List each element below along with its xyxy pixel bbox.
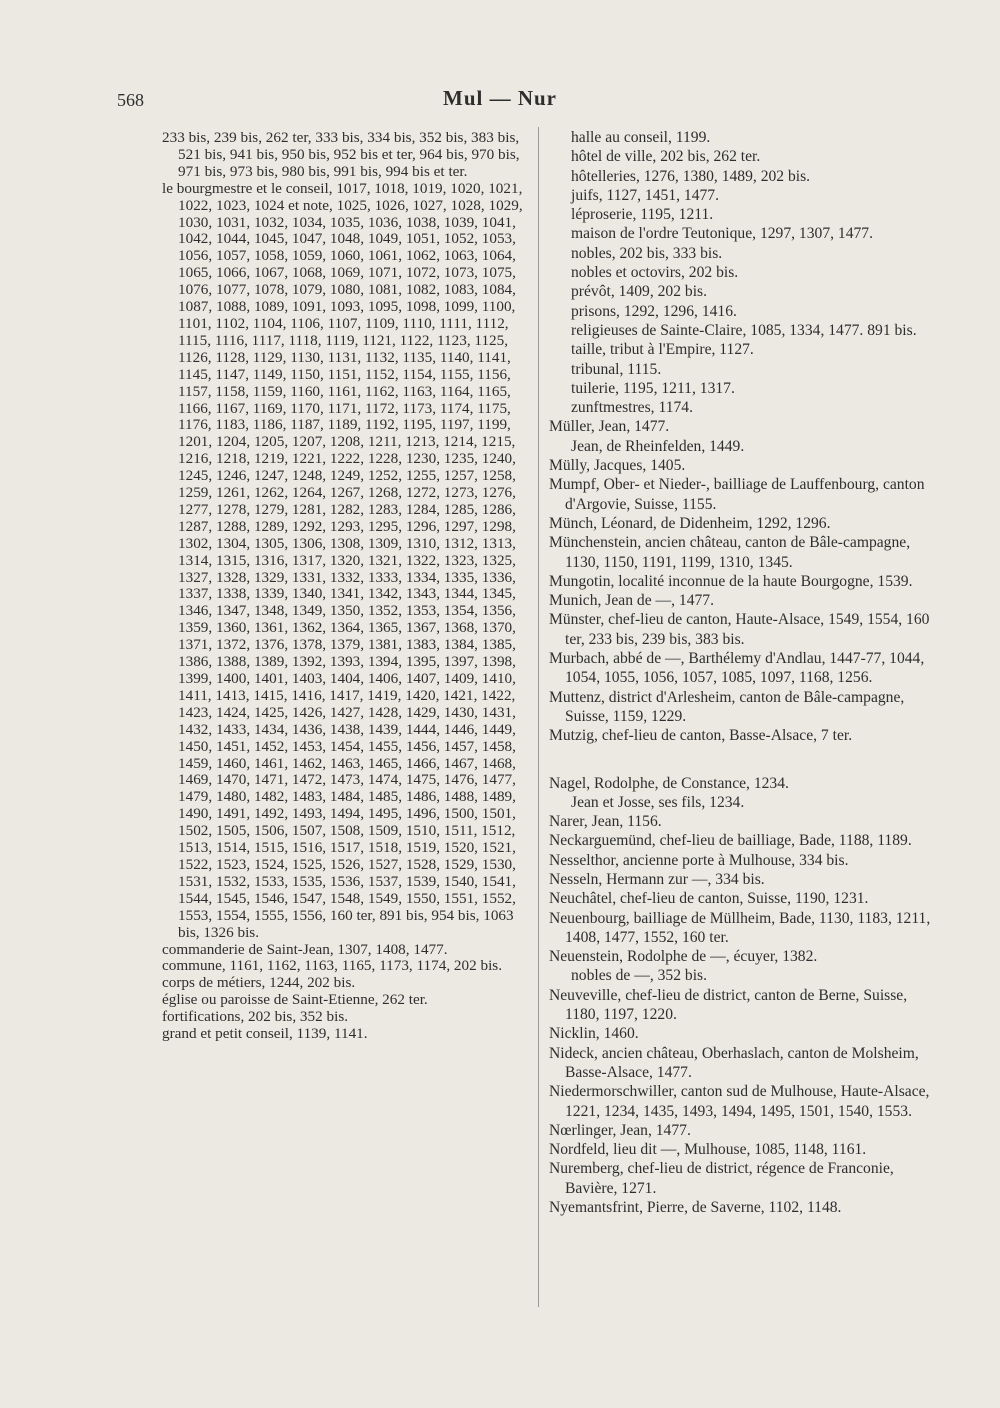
index-entry: Munich, Jean de —, 1477.: [549, 592, 715, 610]
index-entry: Murbach, abbé de —, Barthélemy d'Andlau, 1447-77, 1044, 1054, 1055, 1056, 1057, 1085, 1097, 1168, 1256.: [549, 650, 925, 687]
index-entry: Nesselthor, ancienne porte à Mulhouse, 334 bis.: [549, 851, 849, 869]
index-entry: 233 bis, 239 bis, 262 ter, 333 bis, 334 bis, 352 bis, 383 bis, 521 bis, 941 bis, 950 bis, 952 bis et ter, 964 bis, 970 bis, 971 bis, 973 bis, 980 bis, 991 bis, 994 bis et ter.: [162, 129, 520, 180]
index-subentry: Jean et Josse, ses fils, 1234.: [571, 793, 745, 811]
index-entry: Nicklin, 1460.: [549, 1025, 639, 1043]
index-entry: grand et petit conseil, 1139, 1141.: [162, 1025, 368, 1043]
index-entry: Nyemantsfrint, Pierre, de Saverne, 1102, 1148.: [549, 1199, 842, 1217]
index-entry: Niedermorschwiller, canton sud de Mulhouse, Haute-Alsace, 1221, 1234, 1435, 1493, 1494, 1495, 1501, 1540, 1553.: [549, 1083, 930, 1120]
index-entry: Müller, Jean, 1477.: [549, 418, 670, 436]
index-entry: Neckarguemünd, chef-lieu de bailliage, Bade, 1188, 1189.: [549, 832, 912, 850]
index-entry: Muttenz, district d'Arlesheim, canton de Bâle-campagne, Suisse, 1159, 1229.: [549, 688, 905, 725]
index-subentry: zunftmestres, 1174.: [571, 399, 693, 417]
index-entry: église ou paroisse de Saint-Etienne, 262 ter.: [162, 991, 428, 1009]
index-entry: Narer, Jean, 1156.: [549, 813, 662, 831]
index-entry: Neuenbourg, bailliage de Müllheim, Bade, 1130, 1183, 1211, 1408, 1477, 1552, 160 ter.: [549, 909, 931, 946]
index-entry: Nordfeld, lieu dit —, Mulhouse, 1085, 1148, 1161.: [549, 1141, 867, 1159]
index-entry: Mutzig, chef-lieu de canton, Basse-Alsace, 7 ter.: [549, 727, 853, 745]
index-subentry: hôtel de ville, 202 bis, 262 ter.: [571, 148, 761, 166]
index-subentry: juifs, 1127, 1451, 1477.: [571, 186, 719, 204]
index-subentry: prisons, 1292, 1296, 1416.: [571, 302, 737, 320]
index-right-column: [549, 128, 941, 1217]
index-entry: Münchenstein, ancien château, canton de Bâle-campagne, 1130, 1150, 1191, 1199, 1310, 1345.: [549, 534, 911, 571]
index-entry: corps de métiers, 1244, 202 bis.: [162, 974, 356, 992]
running-header: Mul — Nur: [443, 86, 557, 110]
index-entry: Mumpf, Ober- et Nieder-, bailliage de Lauffenbourg, canton d'Argovie, Suisse, 1155.: [549, 476, 925, 513]
index-subentry: tribunal, 1115.: [571, 360, 662, 378]
index-entry: Neuveville, chef-lieu de district, canton de Berne, Suisse, 1180, 1197, 1220.: [549, 986, 908, 1024]
index-entry: commanderie de Saint-Jean, 1307, 1408, 1477.: [162, 940, 448, 958]
index-subentry: nobles de —, 352 bis.: [571, 967, 708, 985]
index-entry: Nagel, Rodolphe, de Constance, 1234.: [549, 774, 789, 792]
index-left-column: [162, 130, 524, 1043]
index-entry: le bourgmestre et le conseil, 1017, 1018, 1019, 1020, 1021, 1022, 1023, 1024 et note, 1025, 1026, 1027, 1028, 1029, 1030, 1031, 1032, 1034, 1035, 1036, 1038, 1039, 1041, 1042, 1044, 1045, 1047, 1048, 1049, 1051, 1052, 1053, 1056, 1057, 1058, 1059, 1060, 1061, 1062, 1063, 1064, 1065, 1066, 1067, 1068, 1069, 1071, 1072, 1073, 1075, 1076, 1077, 1078, 1079, 1080, 1081, 1082, 1083, 1084, 1087, 1088, 1089, 1091, 1093, 1095, 1098, 1099, 1100, 1101, 1102, 1104, 1106, 1107, 1109, 1110, 1111, 1112, 1115, 1116, 1117, 1118, 1119, 1121, 1122, 1123, 1125, 1126, 1128, 1129, 1130, 1131, 1132, 1135, 1140, 1141, 1145, 1147, 1149, 1150, 1151, 1152, 1154, 1155, 1156, 1157, 1158, 1159, 1160, 1161, 1162, 1163, 1164, 1165, 1166, 1167, 1169, 1170, 1171, 1172, 1173, 1174, 1175, 1176, 1183, 1186, 1187, 1189, 1192, 1195, 1197, 1199, 1201, 1204, 1205, 1207, 1208, 1211, 1213, 1214, 1215, 1216, 1218, 1219, 1221, 1222, 1228, 1230, 1235, 1240, 1245, 1246, 1247, 1248, 1249, 1252, 1255, 1257, 1258, 1259, 1261, 1262, 1264, 1267, 1268, 1272, 1273, 1276, 1277, 1278, 1279, 1281, 1282, 1283, 1284, 1285, 1286, 1287, 1288, 1289, 1292, 1293, 1295, 1296, 1297, 1298, 1302, 1304, 1305, 1306, 1308, 1309, 1310, 1312, 1313, 1314, 1315, 1316, 1317, 1320, 1321, 1322, 1323, 1325, 1327, 1328, 1329, 1331, 1332, 1333, 1334, 1335, 1336, 1337, 1338, 1339, 1340, 1341, 1342, 1343, 1344, 1345, 1346, 1347, 1348, 1349, 1350, 1352, 1353, 1354, 1356, 1359, 1360, 1361, 1362, 1364, 1365, 1367, 1368, 1370, 1371, 1372, 1376, 1378, 1379, 1381, 1383, 1384, 1385, 1386, 1388, 1389, 1392, 1393, 1394, 1395, 1397, 1398, 1399, 1400, 1401, 1403, 1404, 1406, 1407, 1409, 1410, 1411, 1413, 1415, 1416, 1417, 1419, 1420, 1421, 1422, 1423, 1424, 1425, 1426, 1427, 1428, 1429, 1430, 1431, 1432, 1433, 1434, 1436, 1438, 1439, 1444, 1446, 1449, 1450, 1451, 1452, 1453, 1454, 1455, 1456, 1457, 1458, 1459, 1460, 1461, 1462, 1463, 1465, 1466, 1467, 1468, 1469, 1470, 1471, 1472, 1473, 1474, 1475, 1476, 1477, 1479, 1480, 1482, 1483, 1484, 1485, 1486, 1488, 1489, 1490, 1491, 1492, 1493, 1494, 1495, 1496, 1500, 1501, 1502, 1505, 1506, 1507, 1508, 1509, 1510, 1511, 1512, 1513, 1514, 1515, 1516, 1517, 1518, 1519, 1520, 1521, 1522, 1523, 1524, 1525, 1526, 1527, 1528, 1529, 1530, 1531, 1532, 1533, 1535, 1536, 1537, 1539, 1540, 1541, 1544, 1545, 1546, 1547, 1548, 1549, 1550, 1551, 1552, 1553, 1554, 1555, 1556, 160 ter, 891 bis, 954 bis, 1063 bis, 1326 bis.: [162, 179, 523, 941]
index-entry: commune, 1161, 1162, 1163, 1165, 1173, 1174, 202 bis.: [162, 957, 503, 975]
section-gap: [549, 746, 941, 774]
index-subentry: hôtelleries, 1276, 1380, 1489, 202 bis.: [571, 167, 811, 185]
index-subentry: tuilerie, 1195, 1211, 1317.: [571, 379, 735, 397]
index-entry: Münch, Léonard, de Didenheim, 1292, 1296.: [549, 514, 831, 532]
index-entry: Nideck, ancien château, Oberhaslach, canton de Molsheim, Basse-Alsace, 1477.: [549, 1044, 919, 1081]
index-subentry: nobles et octovirs, 202 bis.: [571, 264, 739, 282]
index-entry: Neuchâtel, chef-lieu de canton, Suisse, 1190, 1231.: [549, 890, 869, 908]
index-subentry: maison de l'ordre Teutonique, 1297, 1307, 1477.: [571, 225, 873, 243]
index-entry: Nesseln, Hermann zur —, 334 bis.: [549, 870, 765, 888]
page-number: 568: [117, 90, 144, 110]
index-subentry: halle au conseil, 1199.: [571, 129, 711, 146]
index-entry: Nœrlinger, Jean, 1477.: [549, 1121, 691, 1139]
index-entry: Münster, chef-lieu de canton, Haute-Alsace, 1549, 1554, 160 ter, 233 bis, 239 bis, 383 bis.: [549, 611, 930, 648]
index-entry: Neuenstein, Rodolphe de —, écuyer, 1382.: [549, 948, 818, 966]
index-subentry: religieuses de Sainte-Claire, 1085, 1334, 1477. 891 bis.: [571, 321, 917, 339]
index-subentry: nobles, 202 bis, 333 bis.: [571, 244, 723, 262]
column-rule: [538, 127, 539, 1307]
index-subentry: léproserie, 1195, 1211.: [571, 206, 714, 224]
index-subentry: taille, tribut à l'Empire, 1127.: [571, 341, 754, 359]
index-entry: Mülly, Jacques, 1405.: [549, 457, 686, 475]
index-subentry: prévôt, 1409, 202 bis.: [571, 283, 708, 301]
index-subentry: Jean, de Rheinfelden, 1449.: [571, 437, 745, 455]
index-entry: Mungotin, localité inconnue de la haute Bourgogne, 1539.: [549, 572, 913, 590]
index-entry: Nuremberg, chef-lieu de district, régence de Franconie, Bavière, 1271.: [549, 1160, 894, 1197]
index-entry: fortifications, 202 bis, 352 bis.: [162, 1008, 349, 1026]
